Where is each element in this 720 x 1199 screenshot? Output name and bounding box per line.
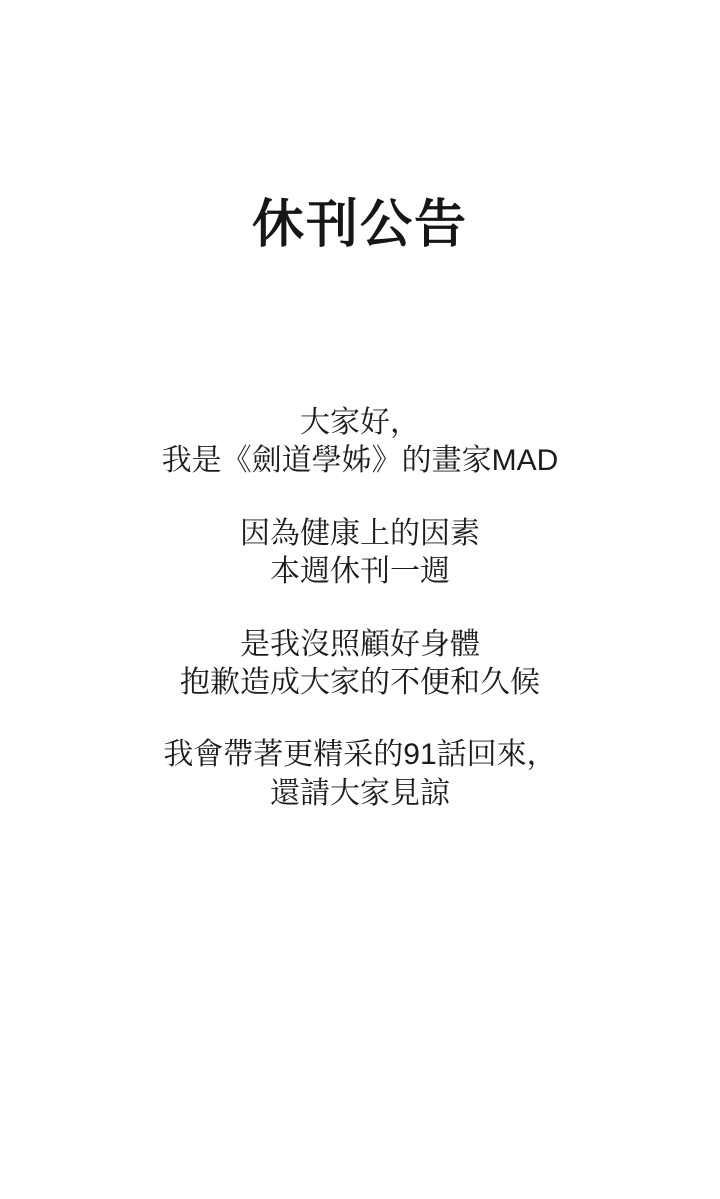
page-title: 休刊公告 [251, 196, 468, 254]
notice-line: 因為健康上的因素 [240, 516, 480, 550]
notice-paragraph [0, 736, 720, 813]
notice-line: 本週休刊一週 [270, 555, 450, 589]
notice-line: 還請大家見諒 [270, 776, 450, 810]
notice-paragraph [0, 404, 720, 481]
notice-line: 我會帶著更精采的91話回來， [163, 738, 557, 772]
notice-line: 大家好， [300, 406, 420, 439]
notice-body [0, 404, 720, 813]
notice-paragraph [0, 626, 720, 703]
notice-line: 抱歉造成大家的不便和久候 [180, 665, 540, 699]
notice-line: 是我沒照顧好身體 [240, 627, 480, 661]
notice-paragraph [0, 515, 720, 592]
notice-line: 我是《劍道學姊》的畫家MAD [161, 444, 559, 478]
